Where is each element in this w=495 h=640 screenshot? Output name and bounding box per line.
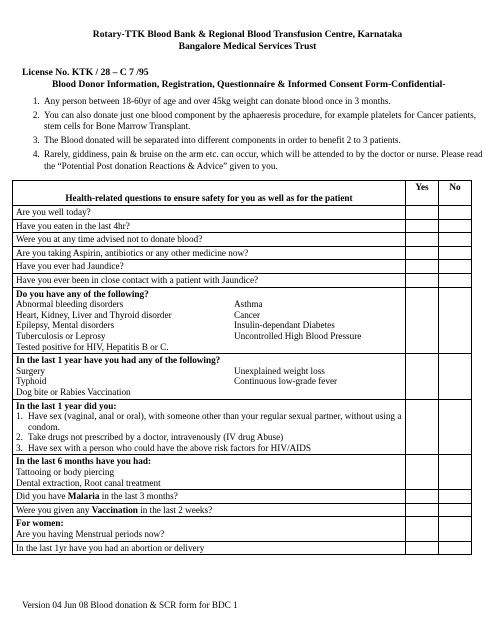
question-well-today: Are you well today? [13,206,406,220]
table-row [13,517,472,541]
section-title: In the last 1 year did you: [16,400,117,411]
conditions-section [13,287,406,354]
table-row [13,541,472,555]
condition-item: Abnormal bleeding disorders [16,299,124,310]
no-checkbox[interactable] [439,246,472,260]
table-heading: Health-related questions to ensure safety for you as well as for the patient [13,181,406,206]
condition-item: Tuberculosis or Leprosy [16,330,106,341]
question-abortion: In the last 1yr have you had an abortion or delivery [13,541,406,555]
six-months-section [13,455,406,490]
table-row [13,399,472,455]
table-row [13,273,472,287]
yes-checkbox[interactable] [406,455,439,490]
table-row [13,260,472,274]
no-checkbox[interactable] [439,541,472,555]
section-title: In the last 6 months have you had: [16,456,152,467]
question-menstrual: Are you having Menstrual periods now? [16,529,165,540]
trust-name: Bangalore Medical Services Trust [178,41,317,52]
condition-item: Tested positive for HIV, Hepatitis B or C. [16,341,169,352]
yes-checkbox[interactable] [406,273,439,287]
no-checkbox[interactable] [439,206,472,220]
no-column-header: No [439,181,472,206]
no-checkbox[interactable] [439,287,472,354]
yes-checkbox[interactable] [406,490,439,504]
table-row [13,233,472,247]
condition-item: Typhoid [16,376,47,387]
no-checkbox[interactable] [439,399,472,455]
section-title: In the last 1 year have you had any of the following? [16,355,221,366]
no-checkbox[interactable] [439,260,472,274]
condition-item: Heart, Kidney, Liver and Thyroid disorder [16,309,172,320]
table-row [13,354,472,399]
question-malaria: Did you have Malaria in the last 3 months? [13,490,406,504]
no-checkbox[interactable] [439,233,472,247]
condition-item: Cancer [234,309,261,320]
no-checkbox[interactable] [439,273,472,287]
page-footer: Version 04 Jun 08 Blood donation & SCR form for BDC 1 [22,600,238,610]
condition-item: Dog bite or Rabies Vaccination [16,386,131,397]
condition-item: Epilepsy, Mental disorders [16,320,115,331]
table-row [13,206,472,220]
no-checkbox[interactable] [439,490,472,504]
yes-column-header: Yes [406,181,439,206]
women-section [13,517,406,541]
table-row [13,219,472,233]
yes-checkbox[interactable] [406,219,439,233]
rule-item: 1. Any person between 18-60yr of age and over 45kg weight can donate blood once in 3 months. [42,96,492,108]
condition-item: Continuous low-grade fever [234,376,338,387]
yes-checkbox[interactable] [406,246,439,260]
condition-item: Dental extraction, Root canal treatment [16,477,161,488]
yes-checkbox[interactable] [406,233,439,247]
condition-item: Uncontrolled High Blood Pressure [234,330,362,341]
table-row [13,503,472,517]
table-row [13,455,472,490]
condition-item: Unexplained weight loss [234,365,325,376]
table-header-row [13,181,472,206]
condition-item: Asthma [234,299,263,310]
table-row [13,490,472,504]
question-eaten: Have you eaten in the last 4hr? [13,219,406,233]
yes-checkbox[interactable] [406,287,439,354]
rule-item: 3. The Blood donated will be separated into different components in order to benefit 2 to 3 patients. [42,135,492,147]
yes-checkbox[interactable] [406,260,439,274]
question-advised-not-donate: Were you at any time advised not to donate blood? [13,233,406,247]
section-title: For women: [16,518,64,529]
yes-checkbox[interactable] [406,517,439,541]
section-title: Do you have any of the following? [16,288,149,299]
form-title: Blood Donor Information, Registration, Questionnaire & Informed Consent Form-Confidential- [52,79,446,90]
condition-item: Surgery [16,365,45,376]
table-row [13,287,472,354]
blood-bank-name: Rotary-TTK Blood Bank & Regional Blood Transfusion Centre, Karnataka [92,29,403,40]
health-questions-table [12,180,472,555]
no-checkbox[interactable] [439,517,472,541]
condition-item: Insulin-dependant Diabetes [234,320,335,331]
risk-item: Have sex (vaginal, anal or oral), with someone other than your regular sexual partner, without using a condom. [28,411,402,432]
last-year-had-section [13,354,406,399]
no-checkbox[interactable] [439,354,472,399]
no-checkbox[interactable] [439,219,472,233]
yes-checkbox[interactable] [406,354,439,399]
rule-item: 2. You can also donate just one blood component by the aphaeresis procedure, for example platelets for Cancer patients, stem cells for Bone Marrow Transplant. [42,110,492,133]
yes-checkbox[interactable] [406,206,439,220]
license-number: License No. KTK / 28 – C 7 /95 [22,67,149,78]
last-year-did-section: In the last 1 year did you: 1. Have sex (vaginal, anal or oral), with someone other than your regular sexual partner, without using a condom. 2. Take drugs not prescribed by a doctor, intravenously (IV drug Abuse) 3. Have sex with a person who could have the above risk factors for HIV/AIDS [13,399,406,455]
risk-item: Take drugs not prescribed by a doctor, intravenously (IV drug Abuse) [28,432,284,443]
rule-item: 4. Rarely, giddiness, pain & bruise on the arm etc. can occur, which will be attended to by the doctor or nurse. Please read the “Potential Post donation Reactions & Advice” given to you. [42,149,492,172]
no-checkbox[interactable] [439,503,472,517]
yes-checkbox[interactable] [406,541,439,555]
question-jaundice-contact: Have you ever been in close contact with a patient with Jaundice? [13,273,406,287]
yes-checkbox[interactable] [406,503,439,517]
condition-item: Tattooing or body piercing [16,467,115,478]
yes-checkbox[interactable] [406,399,439,455]
no-checkbox[interactable] [439,455,472,490]
question-jaundice: Have you ever had Jaundice? [13,260,406,274]
table-row [13,246,472,260]
risk-item: Have sex with a person who could have the above risk factors for HIV/AIDS [28,442,311,453]
question-medicine: Are you taking Aspirin, antibiotics or any other medicine now? [13,246,406,260]
donor-rules-list [22,96,492,174]
question-vaccination: Were you given any Vaccination in the last 2 weeks? [13,503,406,517]
